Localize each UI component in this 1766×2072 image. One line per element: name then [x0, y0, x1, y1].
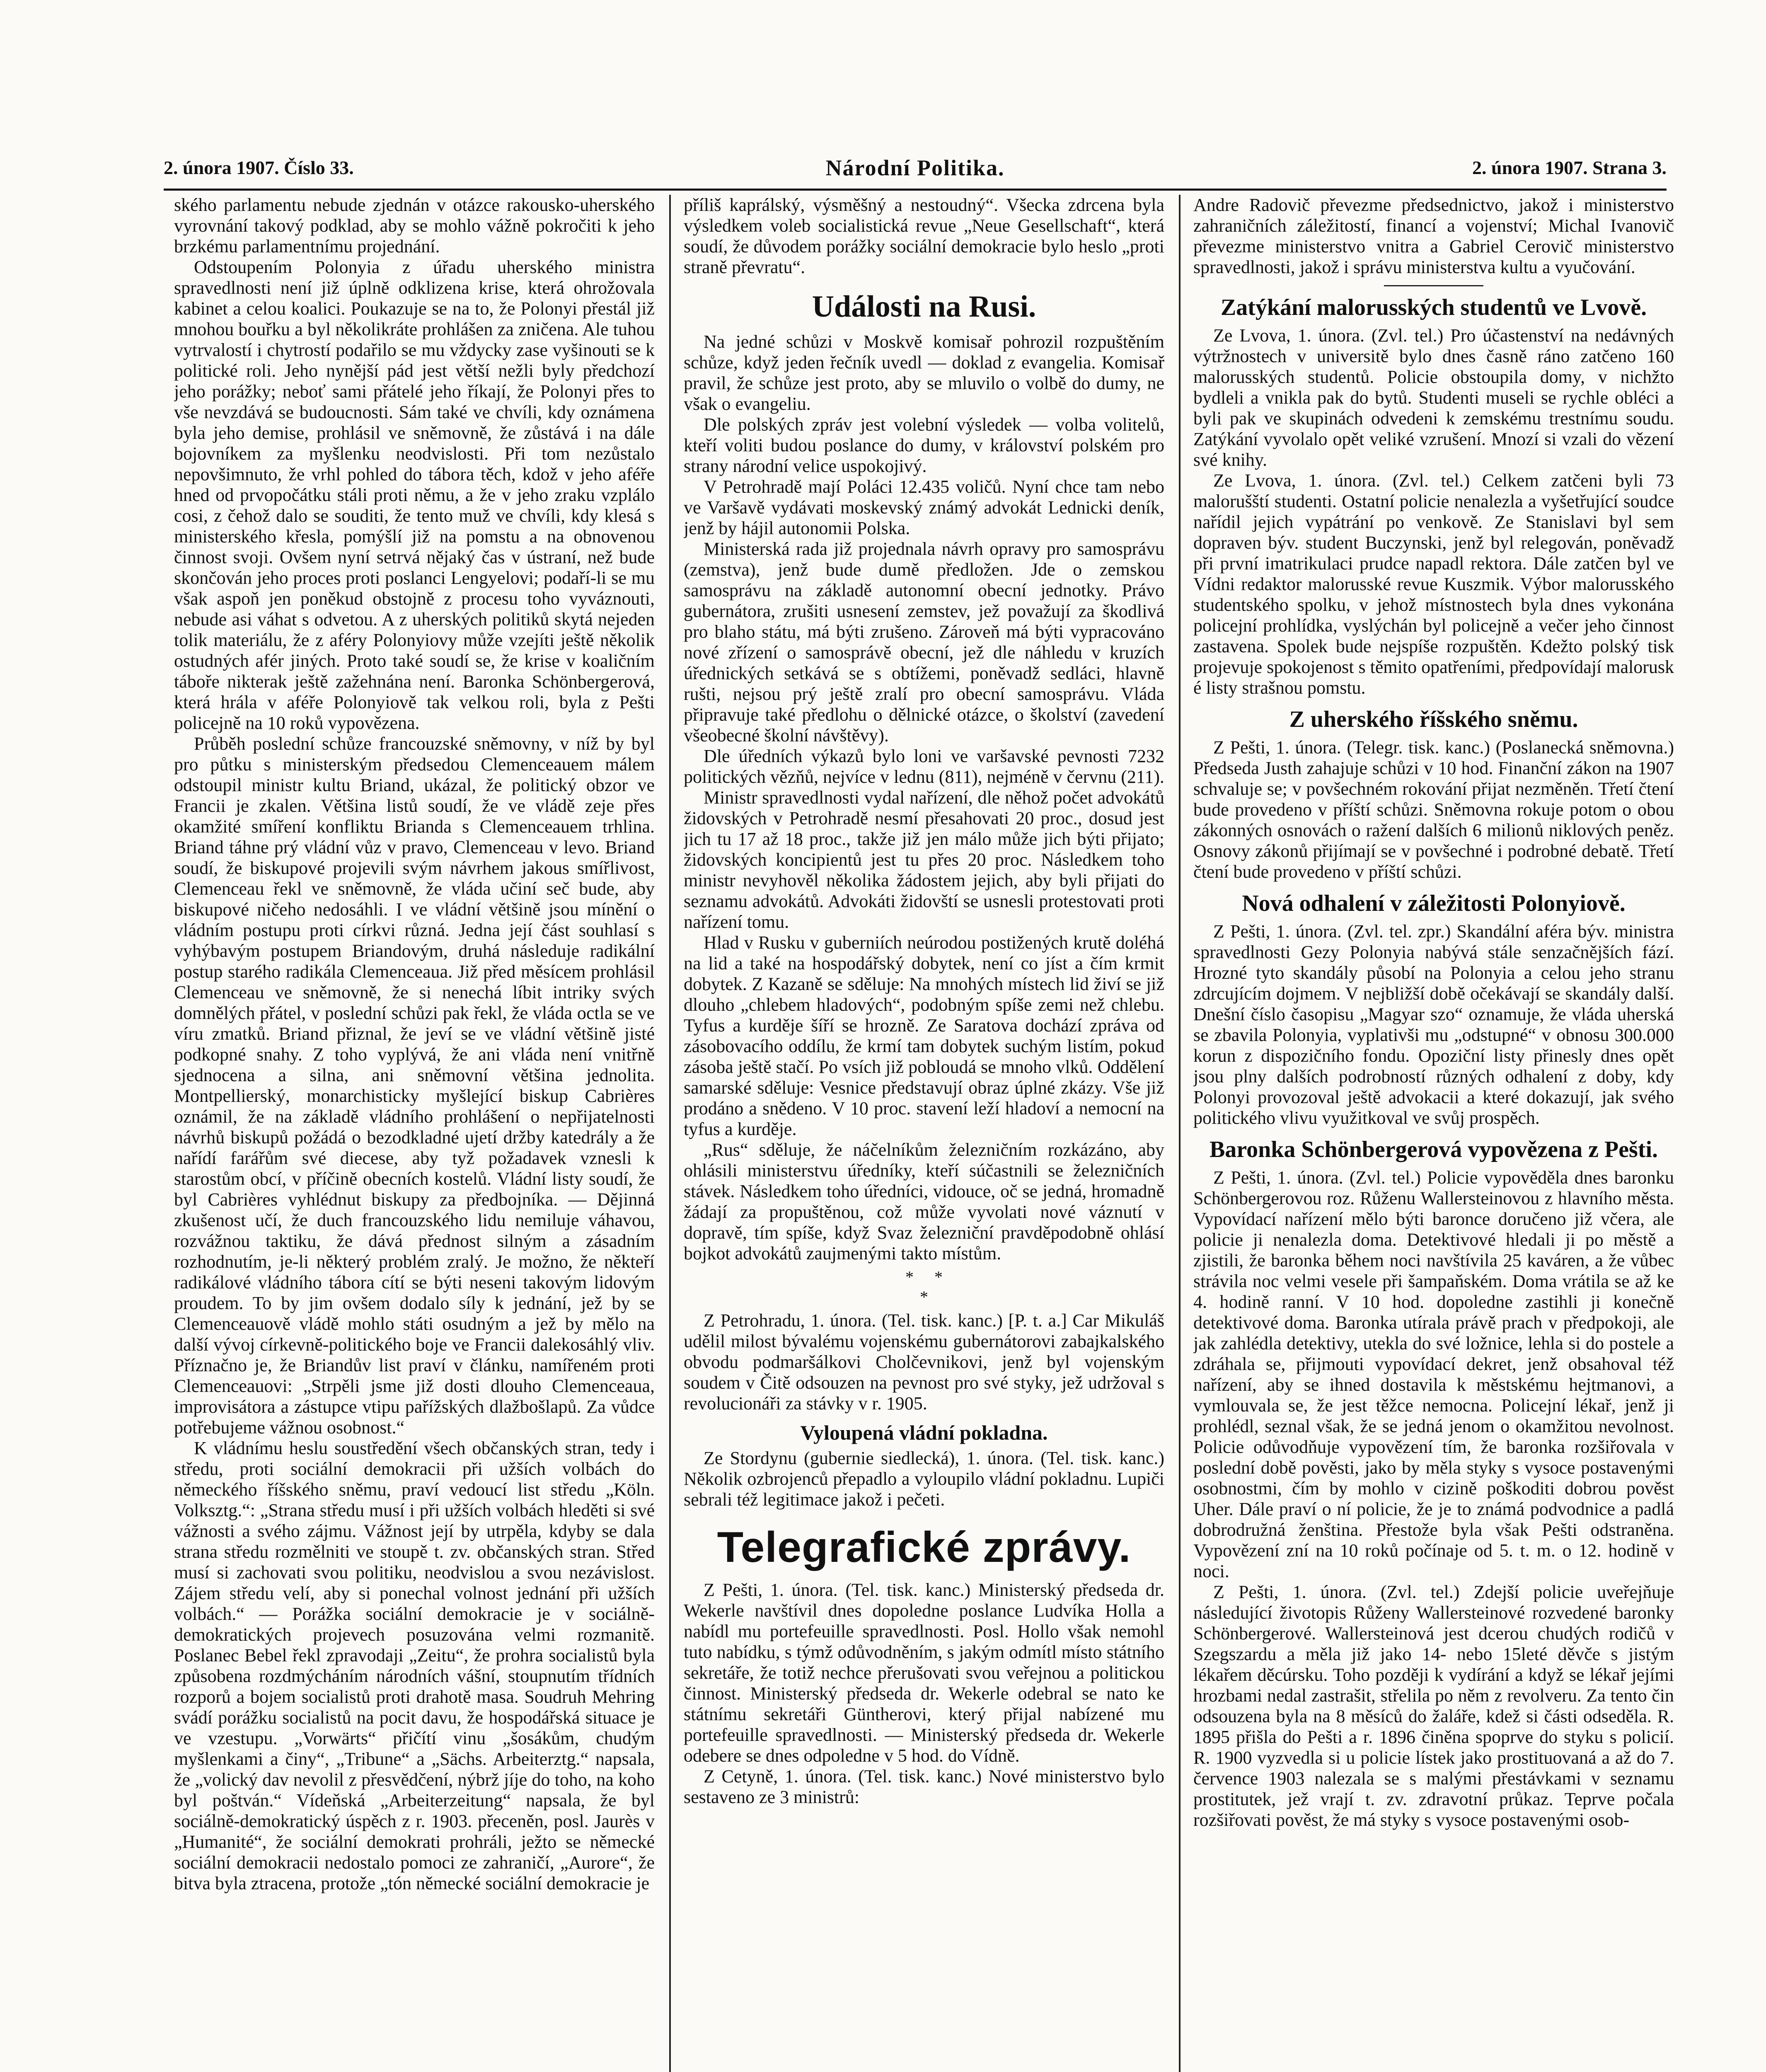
columns	[174, 195, 1674, 2072]
article-paragraph: Hlad v Rusku v guberniích neúrodou postižených krutě doléhá na lid a také na hospodářský dobytek, není co jíst a čím krmit dobytek. Z Kazaně se sděluje: Na mnohých místech lid živí se již dlouho „chlebem hladových“, podobným spíše zemi než chlebu. Tyfus a kurděje šíří se hrozně. Ze Saratova dochází zpráva od zásobovacího oddílu, že krmí tam dobytek suchým listím, pokud zásoba ještě stačí. Po vsích již pobloudá se mnoho vlků. Oddělení samarské sděluje: Vesnice představují obraz úplné zkázy. Vše již prodáno a snědeno. V 10 proc. stavení leží hladoví a nemocní na tyfus a kurděje.	[684, 932, 1164, 1139]
article-paragraph: Z Cetyně, 1. února. (Tel. tisk. kanc.) Nové ministerstvo bylo sestaveno ze 3 ministrů:	[684, 1766, 1164, 1807]
masthead-title: Národní Politika.	[825, 155, 1005, 180]
divider	[1384, 285, 1483, 286]
article-paragraph: K vládnímu heslu soustředění všech občanských stran, tedy i středu, proti sociální demokracii při užších volbách do německého říšského sněmu, praví vedoucí list středu „Köln. Volksztg.“: „Strana středu musí i při užších volbách hleděti si své vážnosti a svého zájmu. Vážnost její by utrpěla, kdyby se dala strana středu rozmělniti ve stoupě t. zv. občanských stran. Střed musí si zachovati svou politiku, neodvislou a svou nezávislost. Zájem středu velí, aby si ponechal volnost jednání při užších volbách.“ — Porážka sociální demokracie je v sociálně-demokratických projevech posuzována velmi rozmanitě. Poslanec Bebel řekl zpravodaji „Zeitu“, že prohra socialistů byla způsobena rozdmýcháním národních vášní, stoupnutím třídních rozporů a bojem socialistů proti drahotě masa. Soudruh Mehring svádí porážku socialistů na pocit davu, že hospodářská situace je ve vzestupu. „Vorwärts“ přičítí vinu „šosákům, chudým myšlenkami a činy“, „Tribune“ a „Sächs. Arbeiterztg.“ napsala, že „volický dav nevolil z přesvědčení, nýbrž jíje do toho, na koho byl poštván.“ Vídeňská „Arbeiterzeitung“ napsala, že byl sociálně-demokratický úspěch z r. 1903. přeceněn, posl. Jaurès v „Humanité“, že sociální demokrati prohráli, ježto se německé sociální demokracii nedostalo pomoci ze zahraničí, „Aurore“, že bitva byla ztracena, protože „tón německé sociální demokracie je	[174, 1438, 655, 1893]
page-header	[164, 157, 1667, 190]
section-heading: Z uherského říšského sněmu.	[1289, 707, 1578, 732]
article-paragraph: Ze Lvova, 1. února. (Zvl. tel.) Pro účastenství na nedávných výtržnostech v universitě bylo dnes časně ráno zatčeno 160 malorusských studentů. Policie obstoupila domy, v nichžto bydleli a vnikla pak do bytů. Studenti museli se rychle obléci a byli pak ve skupinách odvedeni k zemskému trestnímu soudu. Zatýkání vyvolalo opět veliké vzrušení. Mnozí si vzali do vězení své knihy.	[1193, 325, 1674, 470]
section-heading: Zatýkání malorusských studentů ve Lvově.	[1220, 295, 1647, 320]
article-paragraph: Ministr spravedlnosti vydal nařízení, dle něhož počet advokátů židovských v Petrohradě nesmí přesahovati 20 proc., dosud jest jich tu 17 až 18 proc., takže již jen málo může jich býti přijato; židovských koncipientů jest tu přes 20 proc. Následkem toho ministr nevyhověl několika žádostem jejich, aby byli přijati do seznamu advokátů. Advokáti židovští se usnesli protestovati proti nařízení tomu.	[684, 787, 1164, 932]
article-paragraph: Průběh poslední schůze francouzské sněmovny, v níž by byl pro půtku s ministerským předsedou Clemenceauem málem odstoupil ministr kultu Briand, ukázal, že politický obzor ve Francii je zkalen. Většina listů soudí, že ve vládě zeje přes okamžité smíření konfliktu Brianda s Clemenceauem trhlina. Briand táhne prý vládní vůz v pravo, Clemenceau v levo. Briand soudí, že biskupové projevili svým návrhem jakous smířlivost, Clemenceau řekl ve sněmovně, že vláda učiní seč bude, aby biskupové ničeho nedosáhli. I ve vládní většině jsou mínění o vládním postupu proti církvi různá. Jedna její část souhlasí s vyhýbavým postupem Briandovým, druhá následuje radikální postup starého radikála Clemenceaua. Již před měsícem prohlásil Clemenceau ve sněmovně, že si nenechá líbit intriky svých domnělých přátel, v poslední schůzi pak řekl, že vláda octla se ve víru zmatků. Briand přiznal, že jeví se ve vládní většině jisté podkopné snahy. Z toho vyplývá, že ani vláda není vnitřně sjednocena a silna, ani sněmovní většina jednolita. Montpellierský, monarchisticky myšlející biskup Cabrières oznámil, že na základě vládního prohlášení o nepřijatelnosti návrhů biskupů požádá o bezodkladné ujetí držby katedrály a že nařídí farářům své diecese, aby tyž požadavek vznesli k starostům obcí, v příčině obecních kostelů. Vládní listy soudí, že byl Cabrières vyhlédnut biskupy za předbojníka. — Dějinná zkušenost učí, že duch francouzského lidu nemiluje váhavou, rozvážnou taktiku, že dává přednost silným a zásadním rozhodnutím, je-li některý problém zralý. Je možno, že někteří radikálové vládního tábora cítí se býti neseni takovým lidovým proudem. To by jim ovšem dodalo síly k jednání, jež by se Clemenceauově vládě mohlo státi osudným a jež by mělo na další vývoj církevně-politického boje ve Francii dalekosáhlý vliv. Příznačno je, že Briandův list praví v článku, namířeném proti Clemenceauovi: „Strpěli jsme již dosti dlouho Clemenceaua, improvisátora a zástupce vtipu pařížských dlažbošlapů. Za vůdce potřebujeme vážnou osobnost.“	[174, 733, 655, 1438]
column-3	[1193, 195, 1674, 2072]
article-paragraph: Z Pešti, 1. února. (Tel. tisk. kanc.) Ministerský předseda dr. Wekerle navštívil dnes dopoledne poslance Ludvíka Holla a nabídl mu portefeuille spravedlnosti. Posl. Hollo však nemohl tuto nabídku, s týmž odůvodněním, s jakým odmítl místo státního sekretáře, že totiž nechce přerušovati svou veřejnou a politickou činnost. Ministerský předseda dr. Wekerle odebral se nato ke státnímu sekretáři Güntherovi, který přijal nabízené mu portefeuille spravedlnosti. — Ministerský předseda dr. Wekerle odebere se dnes odpoledne v 5 hod. do Vídně.	[684, 1580, 1164, 1766]
article-paragraph: Odstoupením Polonyia z úřadu uherského ministra spravedlnosti není již úplně odklizena krise, která ohrožovala kabinet a celou koalici. Poukazuje se na to, že Polonyi přestál již mnohou bouřku a byl několikráte prohlášen za zničena. Ale tuhou vytrvalostí i chytrostí podařilo se mu vždycky zase vyšinouti se k politické roli. Jeho nynější pád jest větší nežli byly předchozí jeho porážky; neboť sami přátelé jeho říkají, že Polonyi přes to vše nevzdává se budoucnosti. Sám také ve chvíli, kdy oznámena byla jeho demise, prohlásil ve sněmovně, že zůstává i na dále bojovníkem za myšlenku neodvislosti. Při tom nezůstalo nepovšimnuto, že vrhl pohled do tábora těch, kdož v jeho aféře hned od prvopočátku stáli proti němu, a že v jeho zraku vzplálo cosi, z čehož dalo se souditi, že tento muž ve chvíli, kdy klesá s ministerského křesla, pomýšlí již na pomstu a na obnovenou činnost svoji. Ovšem nyní setrvá nějaký čas v ústraní, než bude skončován jeho proces proti poslanci Lengyelovi; podaří-li se mu však aspoň jen poněkud obstojně z procesu toho vyváznouti, nebude asi váhat s odvetou. A z uherských politiků skytá nejeden tolik materiálu, že z aféry Polonyiovy může vzejíti ještě několik ostudných afér jiných. Proto také soudí se, že krise v koaličním táboře nikterak ještě zažehnána není. Baronka Schönbergerová, která hrála v aféře Polonyiově tak velkou roli, byla z Pešti policejně na 10 roků vypovězena.	[174, 257, 655, 733]
article-paragraph: příliš kaprálský, výsměšný a nestoudný“. Všecka zdrcena byla výsledkem voleb socialistická revue „Neue Gesellschaft“, která soudí, že důvodem porážky sociální demokracie bylo heslo „proti straně převratu“.	[684, 195, 1164, 277]
article-paragraph: „Rus“ sděluje, že náčelníkům železničním rozkázáno, aby ohlásili ministerstvu úředníky, kteří súčastnili se železničních stávek. Následkem toho úředníci, vidouce, oč se jedná, hromadně žádají za propuštěnou, což může vyvolati nové váznutí v dopravě, tím spíše, když Svaz železniční pravděpodobně ohlásí bojkot advokátů zaujmenými takto místům.	[684, 1140, 1164, 1264]
section-heading: Telegrafické zprávy.	[717, 1523, 1131, 1571]
section-heading: Nová odhalení v záležitosti Polonyiově.	[1242, 891, 1626, 916]
column-2	[684, 195, 1164, 2072]
section-heading: Události na Rusi.	[812, 290, 1036, 324]
article-paragraph: Ze Lvova, 1. února. (Zvl. tel.) Celkem zatčeni byli 73 malorušští studenti. Ostatní policie nenalezla a vyšetřující soudce nařídil jejich vypátrání po venkově. Ze Stanislavi byl sem dopraven býv. student Buczynski, jenž byl relegován, poněvadž při první imatrikulaci prudce napadl rektora. Dále zatčen byl ve Vídni redaktor malorusské revue Kuszmik. Výbor malorusského studentského spolku, v jehož místnostech byla dnes vykonána policejní prohlídka, vyslýchán byl policejně a večer jeho činnost zastavena. Spolek bude nejspíše rozpuštěn. Kdežto polský tisk projevuje spokojenost s těmito opatřeními, předpovídají malorusk é listy strašnou pomstu.	[1193, 470, 1674, 698]
header-rule	[164, 189, 1667, 191]
article-paragraph: Dle polských zpráv jest volební výsledek — volba volitelů, kteří voliti budou poslance do dumy, v království polském pro strany národní velice uspokojivý.	[684, 414, 1164, 476]
article-paragraph: ského parlamentu nebude zjednán v otázce rakousko-uherského vyrovnání takový podklad, aby se mohlo vážně pokročiti k jeho brzkému parlamentnímu projednání.	[174, 195, 655, 257]
article-paragraph: Z Pešti, 1. února. (Telegr. tisk. kanc.) (Poslanecká sněmovna.) Předseda Justh zahajuje schůzi v 10 hod. Finanční zákon na 1907 schvaluje se; v povšechném rokování přijat nezměněn. Třetí čtení bude provedeno v příští schůzi. Sněmovna rokuje potom o obou zákonných osnovách o ražení dalších 6 milionů niklových peněz. Osnovy zákonů přijímají se v povšechné i podrobné debatě. Třetí čtení bude provedeno v příští schůzi.	[1193, 737, 1674, 882]
article-paragraph: Z Pešti, 1. února. (Zvl. tel.) Policie vypověděla dnes baronku Schönbergerovou roz. Růženu Wallersteinovou z hlavního města. Vypovídací nařízení mělo býti baronce doručeno již včera, ale policie ji nenalezla doma. Detektivové hledali ji po městě a zjistili, že baronka během noci navštívila 25 kaváren, a že vůbec strávila noc velmi vesele při šampaňském. Doma vrátila se až ke 4. hodině ranní. V 10 hod. dopoledne zastihli ji konečně detektivové doma. Baronka utírala právě prach v předpokoji, ale jak zahlédla detektivy, utekla do své ložnice, lehla si do postele a zdráhala se, přijmouti vypovídací dekret, jenž obsahoval též nařízení, aby se ihned dostavila k městskému hejtmanovi, a vymlouvala se, že jest těžce nemocna. Policejní lékař, jenž ji prohlédl, seznal však, že se jedná jenom o okamžitou nevolnost. Policie odůvodňuje vypovězení tím, že baronka rozšiřovala v poslední době pověsti, jako by měla styky s vysoce postavenými osobnostmi, čím by mohlo v cizině poškoditi dobrou pověst Uher. Dále praví o ní policie, že je to známá podvodnice a padlá dobrodružná ženština. Přestože byla však Pešti odstraněna. Vypovězení zní na 10 roků počínaje od 5. t. m. o 12. hodině v noci.	[1193, 1167, 1674, 1581]
article-paragraph: Na jedné schůzi v Moskvě komisař pohrozil rozpuštěním schůze, když jeden řečník uvedl — doklad z evangelia. Komisař pravil, že schůze jest proto, aby se mluvilo o volbě do dumy, ne však o evangeliu.	[684, 332, 1164, 414]
article-paragraph: Dle úředních výkazů bylo loni ve varšavské pevnosti 7232 politických vězňů, nejvíce v lednu (811), nejméně v červnu (211).	[684, 746, 1164, 787]
article-paragraph: V Petrohradě mají Poláci 12.435 voličů. Nyní chce tam nebo ve Varšavě vydávati moskevský známý advokát Lednicki deník, jenž by hájil autonomii Polska.	[684, 477, 1164, 538]
article-paragraph: Z Pešti, 1. února. (Zvl. tel. zpr.) Skandální aféra býv. ministra spravedlnosti Gezy Polonyia nabývá stále senzačnějších fází. Hrozné tyto skandály působí na Polonyia a celou jeho stranu zdrcujícím dojmem. V nejbližší době očekávají se skandály další. Dnešní číslo časopisu „Magyar szo“ oznamuje, že vláda uherská se zbavila Polonyia, vyplativši mu „odstupné“ v obnosu 300.000 korun z dispozičního fondu. Opoziční listy přinesly dnes opět jsou plny dalších podrobností různých odhalení z doby, kdy Polonyi provozoval ještě advokacii a které dokazují, jak svého politického vlivu využitkoval ve svůj prospěch.	[1193, 921, 1674, 1128]
article-paragraph: Z Petrohradu, 1. února. (Tel. tisk. kanc.) [P. t. a.] Car Mikuláš udělil milost bývalému vojenskému gubernátorovi zabajkalského obvodu podmaršálkovi Cholčevnikovi, jenž byl vojenským soudem v Čitě odsouzen na pevnost pro své styky, jež udržoval s revolucionáři za stávky v r. 1905.	[684, 1310, 1164, 1414]
column-1	[174, 195, 655, 2072]
header-date-issue: 2. února 1907. Číslo 33.	[164, 157, 354, 178]
section-heading: Baronka Schönbergerová vypovězena z Pešti.	[1209, 1137, 1658, 1162]
article-paragraph: Z Pešti, 1. února. (Zvl. tel.) Zdejší policie uveřejňuje následující životopis Růženy Wallersteinové rozvedené baronky Schönbergerové. Wallersteinová jest dcerou chudých rodičů v Szegszardu a měla již jako 14- nebo 15leté děvče s jistým lékařem děcúrsku. Toho později k vydírání a když se lékař jejími hrozbami nedal zastrašit, střelila po něm z revolveru. Za tento čin odsouzena byla na 8 měsíců do žaláře, kdež si části odseděla. R. 1895 přišla do Pešti a r. 1896 činěna spoprve do styku s policií. R. 1900 vyzvedla si u policie lístek jako prostituovaná a až do 7. července 1903 nalezala se s malými přestávkami v seznamu prostitutek, jež vrají t. zv. zdravotní průkaz. Teprve počala rozšiřovati pověst, že má styky s vysoce postavenými osob-	[1193, 1582, 1674, 1830]
section-heading: Vyloupená vládní pokladna.	[800, 1421, 1048, 1444]
article-paragraph: Ze Stordynu (gubernie siedlecká), 1. února. (Tel. tisk. kanc.) Několik ozbrojenců přepadlo a vyloupilo vládní pokladnu. Lupiči sebrali též legitimace jakož i pečeti.	[684, 1448, 1164, 1510]
article-paragraph: Ministerská rada již projednala návrh opravy pro samosprávu (zemstva), jenž bude dumě předložen. Jde o zemskou samosprávu na základě autonomní obecní jednotky. Právo gubernátora, zrušiti usnesení zemstev, jež považují za škodlivá pro blaho státu, má býti zrušeno. Zároveň má býti vypracováno nové zřízení o samosprávě obecní, jež dle náhledu v kruzích úřednických setkává se s obtížemi, poněvadž sedláci, hlavně rušti, nejsou prý ještě zralí pro obecní samosprávu. Vláda připravuje také předlohu o dělnické otázce, o školství (zavedení všeobecné školní návštěvy).	[684, 539, 1164, 746]
section-separator: * * *	[905, 1268, 943, 1306]
header-date-page: 2. února 1907. Strana 3.	[1472, 157, 1667, 178]
article-paragraph: Andre Radovič převezme předsednictvo, jakož i ministerstvo zahraničních záležitostí, financí a vojenství; Michal Ivanovič převezme ministerstvo vnitra a Gabriel Cerovič ministerstvo spravedlnosti, jakož i správu ministerstva kultu a vyučování.	[1193, 195, 1674, 277]
